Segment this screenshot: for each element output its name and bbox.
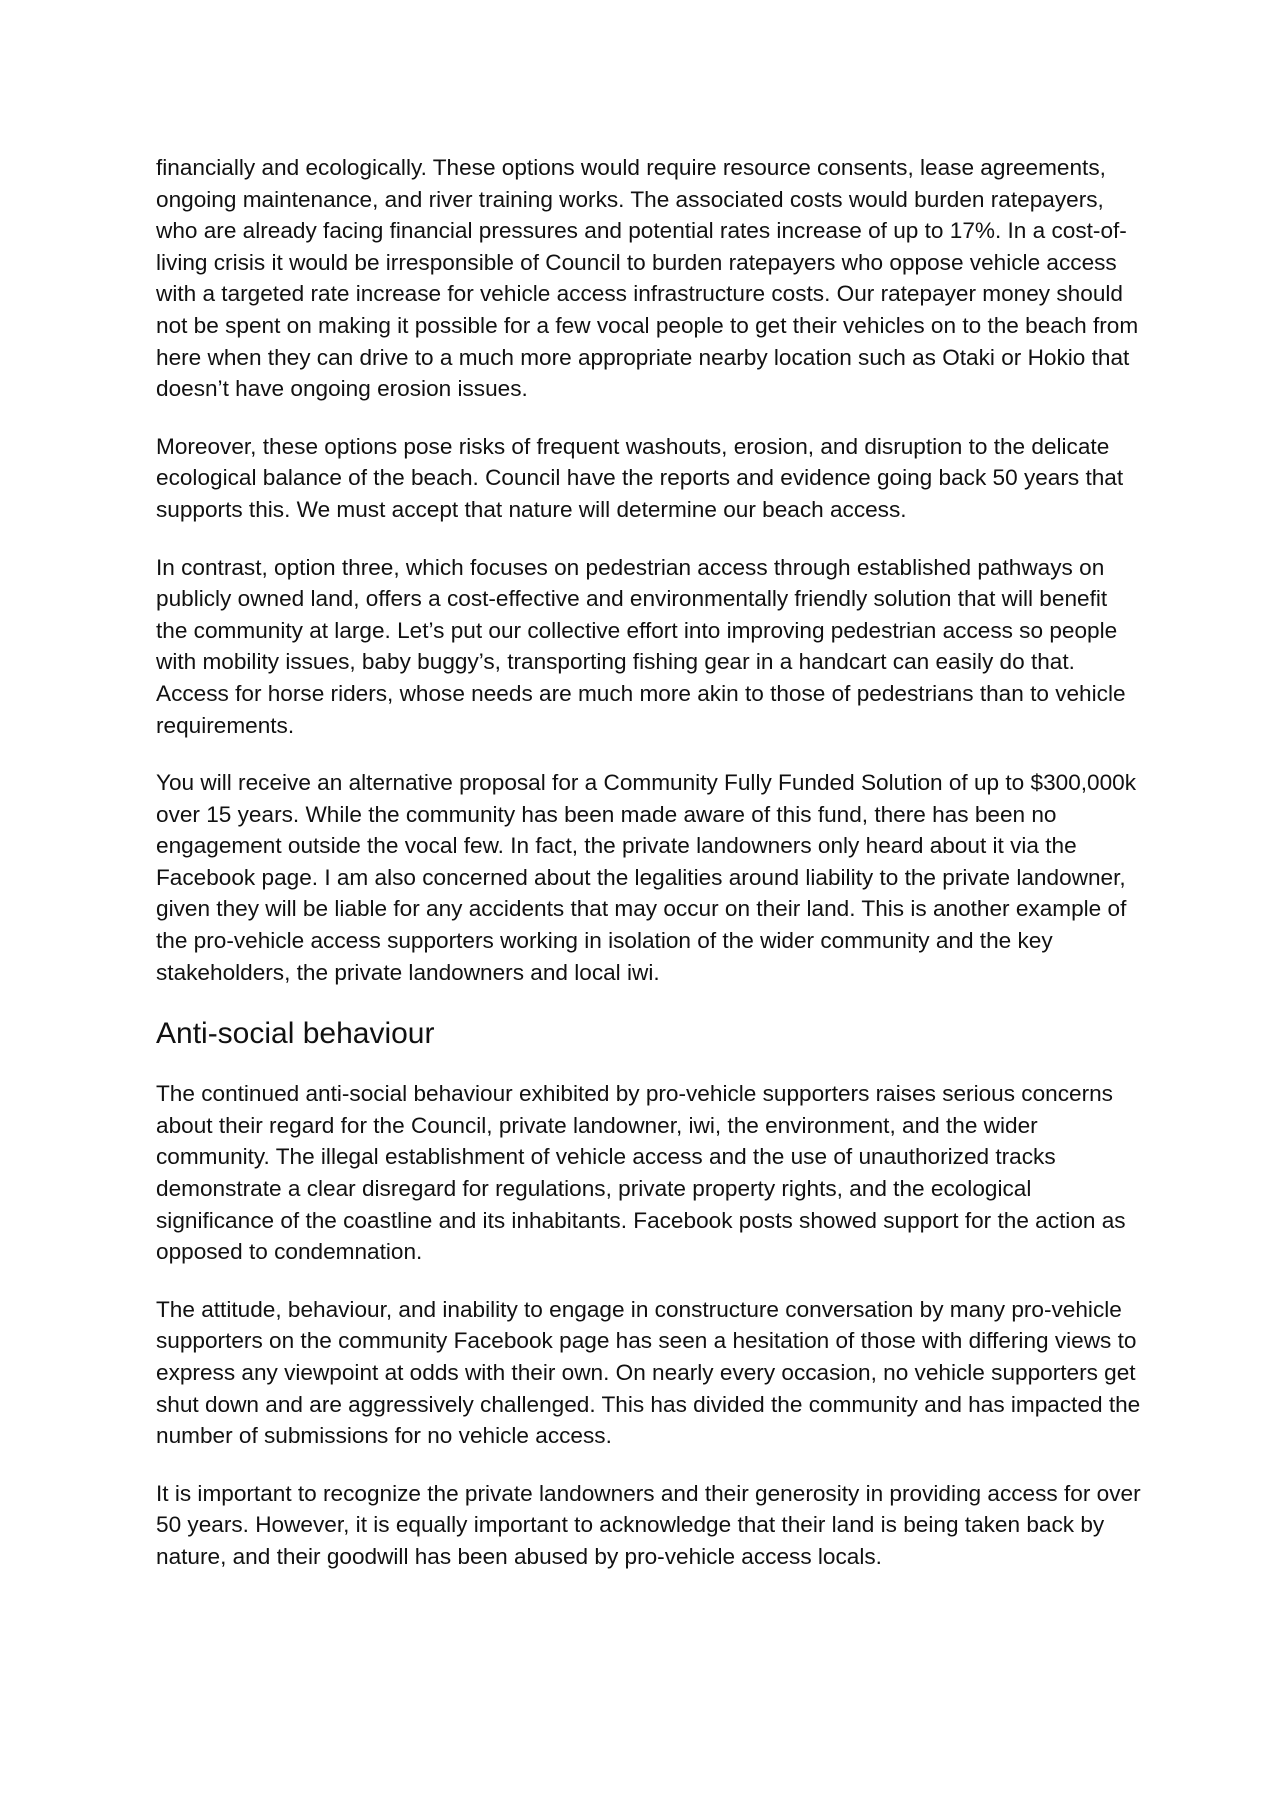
paragraph-option-three: In contrast, option three, which focuses on pedestrian access through established pathways on publicly owned land, offers a cost-effective and environmentally friendly solution that will benefit the community at large. Let’s put our collective effort into improving pedestrian access so people with mobility issues, baby buggy’s, transporting fishing gear in a handcart can easily do that. Access for horse riders, whose needs are much more akin to those of pedestrians than to vehicle requirements. [156,554,1126,738]
section-heading: Anti-social behaviour [156,1017,435,1051]
paragraph-landowners: It is important to recognize the private landowners and their generosity in providing access for over 50 years. However, it is equally important to acknowledge that their land is being taken back by nature, and their goodwill has been abused by pro-vehicle access locals. [156,1480,1141,1569]
paragraph-alternative-proposal: You will receive an alternative proposal for a Community Fully Funded Solution of up to $300,000k over 15 years. While the community has been made aware of this fund, there has been no engagement outside the vocal few. In fact, the private landowners only heard about it via the Facebook page. I am also concerned about the legalities around liability to the private landowner, given they will be liable for any accidents that may occur on their land. This is another example of the pro-vehicle access supporters working in isolation of the wider community and the key stakeholders, the private landowners and local iwi. [156,770,1137,985]
paragraph-attitude: The attitude, behaviour, and inability to engage in constructure conversation by many pro-vehicle supporters on the community Facebook page has seen a hesitation of those with differing views to express any viewpoint at odds with their own. On nearly every occasion, no vehicle supporters get shut down and are aggressively challenged. This has divided the community and has impacted the number of submissions for no vehicle access. [156,1296,1141,1449]
paragraph-cost-burden: financially and ecologically. These options would require resource consents, lease agreements, ongoing maintenance, and river training works. The associated costs would burden ratepayers, who are already facing financial pressures and potential rates increase of up to 17%. In a cost-of-living crisis it would be irresponsible of Council to burden ratepayers who oppose vehicle access with a targeted rate increase for vehicle access infrastructure costs. Our ratepayer money should not be spent on making it possible for a few vocal people to get their vehicles on to the beach from here when they can drive to a much more appropriate nearby location such as Otaki or Hokio that doesn’t have ongoing erosion issues. [156,155,1139,402]
paragraph-erosion-risks: Moreover, these options pose risks of frequent washouts, erosion, and disruption to the delicate ecological balance of the beach. Council have the reports and evidence going back 50 years that supports this. We must accept that nature will determine our beach access. [156,433,1124,522]
paragraph-anti-social-behaviour: The continued anti-social behaviour exhibited by pro-vehicle supporters raises serious concerns about their regard for the Council, private landowner, iwi, the environment, and the wider community. The illegal establishment of vehicle access and the use of unauthorized tracks demonstrate a clear disregard for regulations, private property rights, and the ecological significance of the coastline and its inhabitants. Facebook posts showed support for the action as opposed to condemnation. [156,1081,1126,1265]
document-page [156,152,1141,1599]
